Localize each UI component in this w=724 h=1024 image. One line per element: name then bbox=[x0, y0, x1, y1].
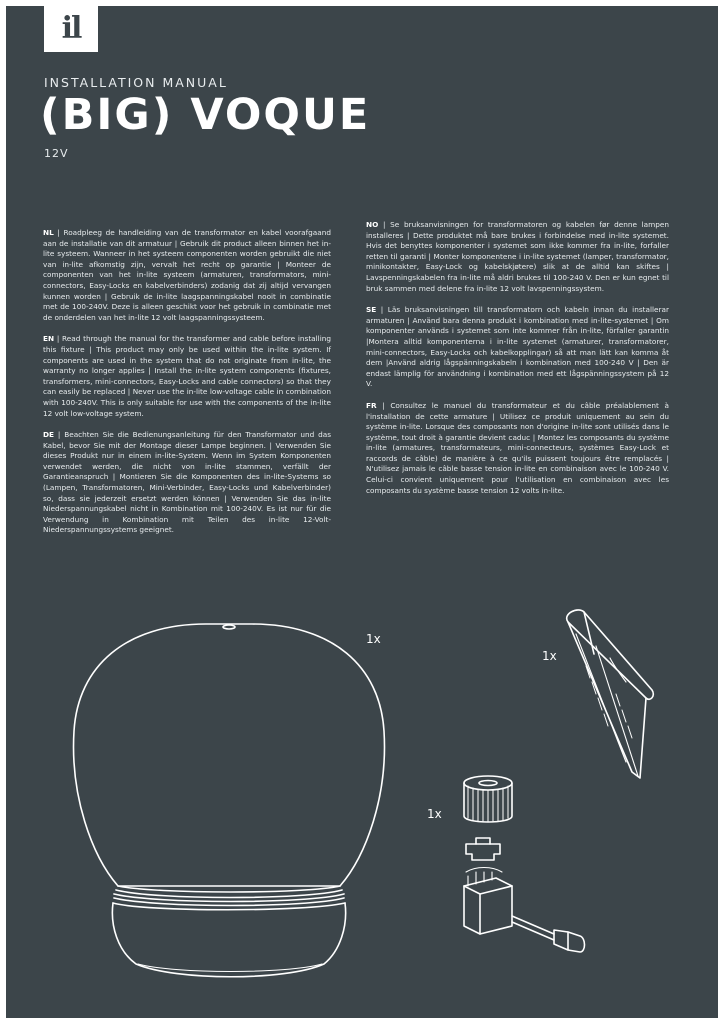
voltage-label: 12V bbox=[44, 147, 69, 160]
spike-quantity: 1x bbox=[542, 649, 557, 663]
lamp-quantity: 1x bbox=[366, 632, 381, 646]
clip-illustration bbox=[466, 838, 500, 860]
text-de: | Beachten Sie die Bedienungsanleitung für den Transformator und das Kabel, bevor Sie mit der Montage dieser Lampe beginnen. | Verwenden Sie dieses Produkt nur in einem in-lite-System. Wenn im System Komponenten verwendet werden, die nicht von in-lite stammen, verfällt der Garantieanspruch | Montieren Sie die Komponenten des in-lite-Systems so (Lampen, Transformatoren, Mini-Verbinder, Easy-Locks und Kabelverbinder) so, dass sie jederzeit ersetzt werden können | Verwenden Sie das in-lite Niederspannungskabel nicht in Kombination mit 100-240V. Es ist nur für die Verwendung in Kombination mit Teilen des in-lite 12-Volt-Niederspannungssystems geeignet. bbox=[43, 430, 331, 535]
text-se: | Läs bruksanvisningen till transformatorn och kabeln innan du installerar armaturen | Använd bara denna produkt i kombination med in-lite-systemet | Om komponenter används i systemet som inte kommer från in-lite, förfaller garantin |Montera alltid komponenterna i in-lite systemet (armaturer, transformatorer, mini-connectors, Easy-Locks och kabelkopplingar) så att man lätt kan komma åt dem |Använd aldrig lågspänningskabeln i kombination med 100-240 V | Den är endast lämplig för användning i kombination med ett lågspänningssystem på 12 V. bbox=[366, 305, 669, 389]
lang-code-en: EN bbox=[43, 334, 55, 344]
lang-code-nl: NL bbox=[43, 228, 54, 237]
text-no: | Se bruksanvisningen for transformatoren og kabelen før denne lampen installeres | Dette produktet må bare brukes i forbindelse med in-lite systemet. Hvis det benyttes komponenter i systemet som ikke kommer fra in-lite, forfaller retten til garanti | Monter komponentene i in-lite systemet (lamper, transformator, minikontakter, Easy-Lock og kabelskjøtere) slik at de alltid kan skiftes | Lavspenningskabelen fra in-lite må aldri brukes til 100-240 V. Den er kun egnet til bruk sammen med delene fra in-lite 12 volt lavspenningssystem. bbox=[366, 220, 669, 293]
text-nl: | Roadpleeg de handleiding van de transformator en kabel voorafgaand aan de installatie van dit armatuur | Gebruik dit product alleen binnen het in-lite systeem. Wanneer in het systeem componenten worden gebruikt die niet van in-lite afkomstig zijn, vervalt het recht op garantie | Monteer de componenten van het in-lite systeem (armaturen, transformators, mini-connectors, Easy-Locks en kabelverbinders) zodanig dat zij altijd vervangen kunnen worden | Gebruik de in-lite laagspanningskabel nooit in combinatie met de 100-240V. Deze is alleen geschikt voor het gebruik in combinatie met de onderdelen van het in-lite 12 volt laagspanningssysteem. bbox=[43, 228, 331, 322]
connector-quantity: 1x bbox=[427, 807, 442, 821]
manual-page bbox=[6, 6, 718, 1018]
lamp-illustration bbox=[74, 624, 385, 977]
lang-code-se: SE bbox=[366, 305, 377, 315]
parts-illustration bbox=[6, 6, 718, 1018]
ground-spike-illustration bbox=[567, 610, 654, 778]
brand-logo: il bbox=[44, 6, 98, 52]
text-en: | Read through the manual for the transformer and cable before installing this fixture | This product may only be used within the in-lite system. If components are used in the system that do not originate from in-lite, the warranty no longer applies | Install the in-lite system components (fixtures, transformers, mini-connectors, Easy-Locks and cable connectors) so that they can easily be replaced | Never use the in-lite low-voltage cable in combination with 100-240V. This is only suitable for use with the components of the in-lite 12 volt low-voltage system. bbox=[43, 334, 331, 418]
text-fr: | Consultez le manuel du transformateur et du câble préalablement à l'installation de cette armature | Utilisez ce produit uniquement au sein du système in-lite. Lorsque des composants non d'origine in-lite sont utilisés dans le système, tout droit à garantie devient caduc | Montez les composants du système in-lite (armatures, transformateurs, mini-connecteurs, systèmes Easy-Lock et raccords de câble) de manière à ce qu'ils puissent toujours être remplacés | N'utilisez jamais le câble basse tension in-lite en combinaison avec le 100-240 V. Celui-ci convient uniquement pour l'utilisation en combinaison avec les composants du système basse tension 12 volts in-lite. bbox=[366, 400, 669, 495]
connector-illustration bbox=[464, 868, 585, 953]
lang-code-fr: FR bbox=[366, 400, 377, 410]
lang-code-de: DE bbox=[43, 430, 55, 440]
cap-illustration bbox=[464, 776, 512, 822]
lang-code-no: NO bbox=[366, 220, 379, 229]
document-subtitle: INSTALLATION MANUAL bbox=[44, 75, 228, 90]
product-title: (BIG) VOQUE bbox=[40, 90, 371, 140]
